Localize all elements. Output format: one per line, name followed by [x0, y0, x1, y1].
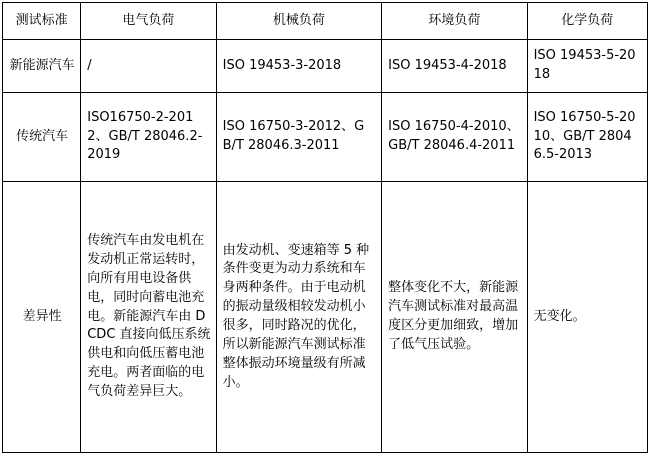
spec-table-sheet: [0, 2, 650, 433]
cell-new-energy-environmental: ISO 19453-4-2018: [382, 40, 527, 93]
table-row: [3, 93, 648, 182]
table-row: [3, 182, 648, 453]
cell-traditional-environmental: ISO 16750-4-2010、GB/T 28046.4-2011: [382, 93, 527, 182]
row-label-difference: 差异性: [3, 182, 81, 453]
table-row: [3, 40, 648, 93]
column-header-environmental: 环境负荷: [382, 3, 527, 40]
column-header-chemical: 化学负荷: [527, 3, 647, 40]
column-header-electrical: 电气负荷: [81, 3, 216, 40]
column-header-mechanical: 机械负荷: [216, 3, 382, 40]
row-label-new-energy-vehicle: 新能源汽车: [3, 40, 81, 93]
cell-traditional-electrical: ISO16750-2-2012、GB/T 28046.2-2019: [81, 93, 216, 182]
cell-difference-electrical: 传统汽车由发电机在发动机正常运转时，向所有用电设备供电，同时向蓄电池充电。新能源汽车由 DCDC 直接向低压系统供电和向低压蓄电池充电。两者面临的电气负荷差异巨大。: [81, 182, 216, 453]
row-label-traditional-vehicle: 传统汽车: [3, 93, 81, 182]
cell-traditional-mechanical: ISO 16750-3-2012、GB/T 28046.3-2011: [216, 93, 382, 182]
cell-traditional-chemical: ISO 16750-5-2010、GB/T 28046.5-2013: [527, 93, 647, 182]
cell-difference-chemical: 无变化。: [527, 182, 647, 453]
cell-new-energy-chemical: ISO 19453-5-2018: [527, 40, 647, 93]
cell-new-energy-electrical: /: [81, 40, 216, 93]
cell-difference-environmental: 整体变化不大，新能源汽车测试标准对最高温度区分更加细致，增加了低气压试验。: [382, 182, 527, 453]
cell-new-energy-mechanical: ISO 19453-3-2018: [216, 40, 382, 93]
column-header-standard: 测试标准: [3, 3, 81, 40]
cell-difference-mechanical: 由发动机、变速箱等 5 种条件变更为动力系统和车身两种条件。由于电动机的振动量级相较发动机小很多，同时路况的优化，所以新能源汽车测试标准整体振动环境量级有所减小。: [216, 182, 382, 453]
table-header-row: [3, 3, 648, 40]
comparison-table: [2, 2, 648, 453]
